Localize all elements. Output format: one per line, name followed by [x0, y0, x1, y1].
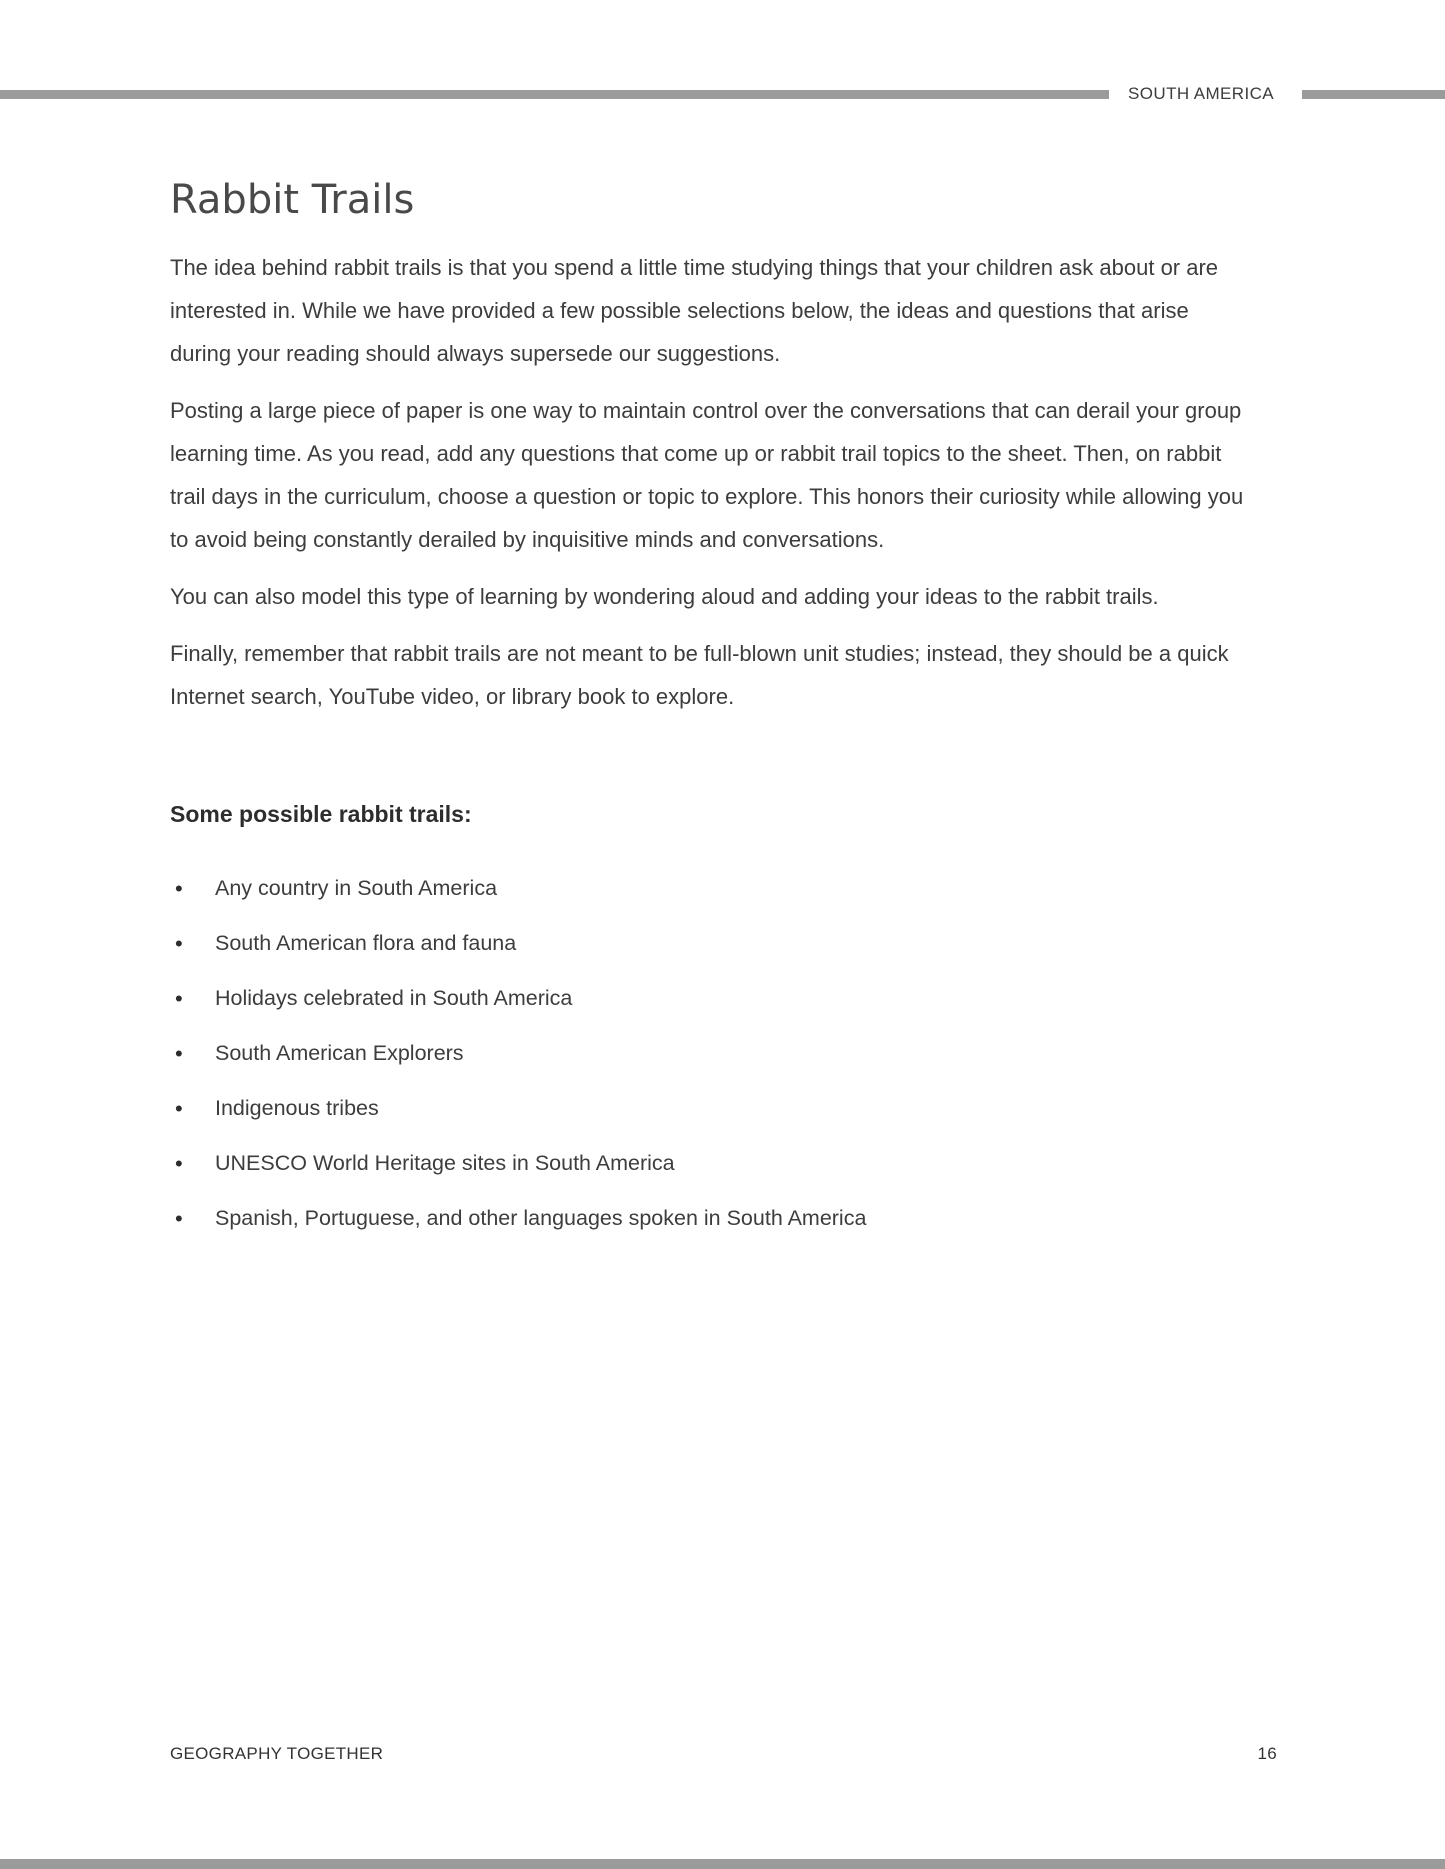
- footer-book-title: GEOGRAPHY TOGETHER: [170, 1744, 384, 1763]
- list-item: • Any country in South America: [170, 876, 1250, 901]
- header-rule-right: [1302, 90, 1445, 99]
- list-item: • South American Explorers: [170, 1041, 1250, 1066]
- rabbit-trails-subheading: Some possible rabbit trails:: [170, 801, 472, 827]
- paragraph-finally: Finally, remember that rabbit trails are not meant to be full-blown unit studies; instead, they should be a quick Internet search, YouTube video, or library book to explore.: [170, 641, 1229, 709]
- paragraph-posting-paper: Posting a large piece of paper is one way to maintain control over the conversations that can derail your group learning time. As you read, add any questions that come up or rabbit trail topics to the sheet. Then, on rabbit trail days in the curriculum, choose a question or topic to explore. This honors their curiosity while allowing you to avoid being constantly derailed by inquisitive minds and conversations.: [170, 398, 1244, 552]
- page-footer: [170, 1744, 1277, 1764]
- bottom-rule: [0, 1859, 1445, 1869]
- main-content: [170, 0, 1250, 1261]
- paragraph-model-learning: You can also model this type of learning by wondering aloud and adding your ideas to the rabbit trails.: [170, 584, 1159, 609]
- page-title: Rabbit Trails: [170, 177, 415, 223]
- rabbit-trails-list: [170, 876, 1250, 1231]
- paragraph-intro: The idea behind rabbit trails is that you spend a little time studying things that your children ask about or are interested in. While we have provided a few possible selections below, the ideas and questions that arise during your reading should always supersede our suggestions.: [170, 255, 1219, 366]
- footer-page-number: 16: [1257, 1744, 1277, 1763]
- list-item: • Indigenous tribes: [170, 1096, 1250, 1121]
- list-item: • Spanish, Portuguese, and other languages spoken in South America: [170, 1206, 1250, 1231]
- list-item: • South American flora and fauna: [170, 931, 1250, 956]
- list-item: • UNESCO World Heritage sites in South America: [170, 1151, 1250, 1176]
- section-label: SOUTH AMERICA: [1128, 84, 1274, 103]
- list-item: • Holidays celebrated in South America: [170, 986, 1250, 1011]
